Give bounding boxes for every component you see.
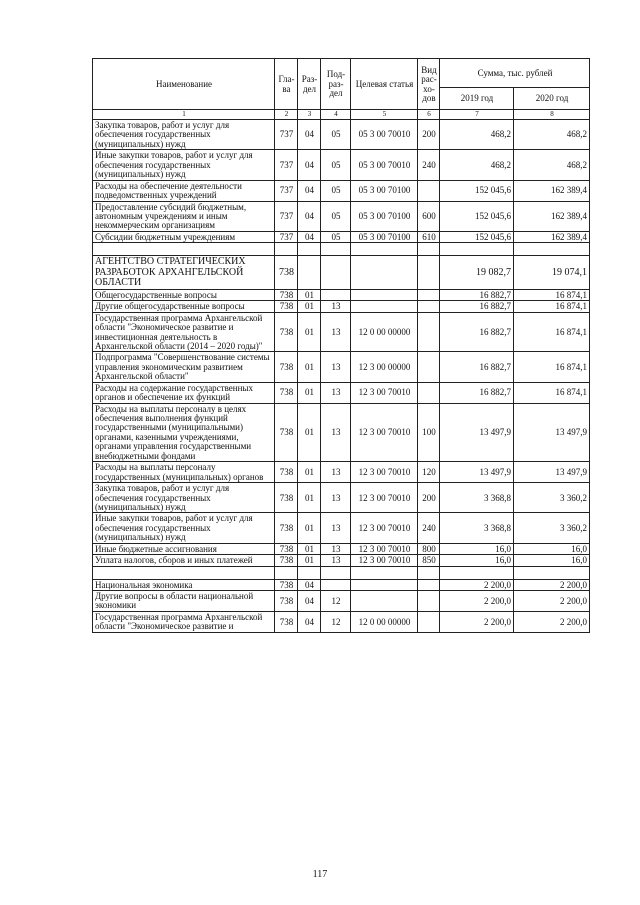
row-chapter-cell: 737 — [275, 120, 298, 150]
table-row — [93, 120, 590, 150]
row-section-cell: 01 — [298, 543, 321, 554]
row-section-cell: 04 — [298, 591, 321, 612]
table-row — [93, 289, 590, 300]
row-target-cell: 12 3 00 70010 — [351, 555, 418, 566]
row-chapter-cell: 738 — [275, 579, 298, 590]
row-sum-2020-cell: 2 200,0 — [514, 579, 590, 590]
column-number: 1 — [93, 110, 275, 120]
row-sum-2019-cell: 19 082,7 — [440, 256, 514, 290]
row-sum-2020-cell: 3 360,2 — [514, 483, 590, 513]
row-section-cell: 04 — [298, 201, 321, 231]
column-number: 7 — [440, 110, 514, 120]
row-subsection-cell: 13 — [321, 543, 351, 554]
row-target-cell: 12 3 00 00000 — [351, 352, 418, 382]
row-expense-type-cell: 240 — [418, 513, 440, 543]
row-name-cell: Расходы на выплаты персоналу государственных (муниципальных) органов — [93, 462, 275, 483]
table-row — [93, 201, 590, 231]
row-subsection-cell: 12 — [321, 611, 351, 632]
row-chapter-cell — [275, 243, 298, 256]
row-target-cell — [351, 566, 418, 579]
row-name-cell — [93, 566, 275, 579]
row-target-cell: 05 3 00 70010 — [351, 150, 418, 180]
row-expense-type-cell: 100 — [418, 403, 440, 462]
row-sum-2019-cell: 13 497,9 — [440, 403, 514, 462]
row-name-cell: Другие вопросы в области национальной экономики — [93, 591, 275, 612]
row-expense-type-cell — [418, 289, 440, 300]
row-sum-2020-cell: 3 360,2 — [514, 513, 590, 543]
row-section-cell: 01 — [298, 403, 321, 462]
row-subsection-cell: 13 — [321, 382, 351, 403]
table-row — [93, 180, 590, 201]
row-sum-2019-cell: 3 368,8 — [440, 513, 514, 543]
header-expense-type: Вид рас-хо-дов — [418, 59, 440, 110]
row-chapter-cell: 738 — [275, 289, 298, 300]
row-subsection-cell: 05 — [321, 120, 351, 150]
table-row — [93, 555, 590, 566]
row-sum-2020-cell: 16,0 — [514, 555, 590, 566]
row-subsection-cell — [321, 243, 351, 256]
budget-table — [92, 58, 590, 633]
row-expense-type-cell — [418, 579, 440, 590]
column-number: 8 — [514, 110, 590, 120]
row-expense-type-cell — [418, 382, 440, 403]
row-section-cell: 01 — [298, 352, 321, 382]
row-expense-type-cell — [418, 611, 440, 632]
row-name-cell: Расходы на выплаты персоналу в целях обеспечения выполнения функций государственными (муниципальными) органами, казенными учреждениями, органами управления государственными внебюджетными фондами — [93, 403, 275, 462]
row-name-cell — [93, 243, 275, 256]
row-sum-2019-cell: 16 882,7 — [440, 352, 514, 382]
row-expense-type-cell — [418, 243, 440, 256]
row-chapter-cell: 738 — [275, 256, 298, 290]
row-name-cell: Субсидии бюджетным учреждениям — [93, 231, 275, 242]
table-row — [93, 611, 590, 632]
row-subsection-cell: 13 — [321, 513, 351, 543]
table-row — [93, 579, 590, 590]
row-target-cell: 12 0 00 00000 — [351, 312, 418, 352]
row-sum-2020-cell: 2 200,0 — [514, 591, 590, 612]
row-section-cell: 01 — [298, 312, 321, 352]
row-expense-type-cell: 120 — [418, 462, 440, 483]
column-number: 3 — [298, 110, 321, 120]
table-row — [93, 483, 590, 513]
row-section-cell: 01 — [298, 301, 321, 312]
row-expense-type-cell: 850 — [418, 555, 440, 566]
header-year-2019: 2019 год — [440, 88, 514, 110]
row-expense-type-cell — [418, 256, 440, 290]
row-subsection-cell — [321, 256, 351, 290]
table-row — [93, 256, 590, 290]
row-target-cell: 05 3 00 70100 — [351, 180, 418, 201]
row-name-cell: Другие общегосударственные вопросы — [93, 301, 275, 312]
row-expense-type-cell — [418, 312, 440, 352]
row-expense-type-cell: 200 — [418, 483, 440, 513]
row-target-cell: 05 3 00 70010 — [351, 120, 418, 150]
row-sum-2020-cell: 13 497,9 — [514, 403, 590, 462]
row-chapter-cell: 738 — [275, 611, 298, 632]
row-chapter-cell: 737 — [275, 180, 298, 201]
row-subsection-cell: 13 — [321, 312, 351, 352]
row-chapter-cell: 738 — [275, 403, 298, 462]
row-section-cell: 04 — [298, 579, 321, 590]
row-chapter-cell: 738 — [275, 352, 298, 382]
row-name-cell: Национальная экономика — [93, 579, 275, 590]
row-name-cell: Расходы на содержание государственных органов и обеспечение их функций — [93, 382, 275, 403]
row-subsection-cell: 05 — [321, 180, 351, 201]
table-row — [93, 543, 590, 554]
row-sum-2019-cell: 152 045,6 — [440, 231, 514, 242]
row-sum-2019-cell: 468,2 — [440, 120, 514, 150]
row-chapter-cell: 738 — [275, 382, 298, 403]
row-sum-2020-cell: 468,2 — [514, 150, 590, 180]
row-section-cell — [298, 256, 321, 290]
row-chapter-cell: 738 — [275, 543, 298, 554]
row-section-cell: 01 — [298, 462, 321, 483]
row-sum-2019-cell: 3 368,8 — [440, 483, 514, 513]
row-subsection-cell — [321, 566, 351, 579]
row-sum-2019-cell: 16 882,7 — [440, 382, 514, 403]
row-sum-2019-cell: 2 200,0 — [440, 611, 514, 632]
row-sum-2019-cell: 16 882,7 — [440, 301, 514, 312]
row-subsection-cell: 12 — [321, 591, 351, 612]
column-number: 2 — [275, 110, 298, 120]
page-number: 117 — [312, 869, 328, 880]
row-section-cell: 01 — [298, 555, 321, 566]
row-chapter-cell: 737 — [275, 150, 298, 180]
row-expense-type-cell — [418, 591, 440, 612]
row-expense-type-cell: 800 — [418, 543, 440, 554]
row-target-cell: 12 0 00 00000 — [351, 611, 418, 632]
header-section: Раз-дел — [298, 59, 321, 110]
row-sum-2020-cell: 16 874,1 — [514, 289, 590, 300]
row-section-cell: 01 — [298, 483, 321, 513]
row-target-cell: 12 3 00 70010 — [351, 382, 418, 403]
row-sum-2019-cell: 2 200,0 — [440, 591, 514, 612]
row-section-cell: 04 — [298, 120, 321, 150]
row-target-cell: 12 3 00 70010 — [351, 483, 418, 513]
column-number: 5 — [351, 110, 418, 120]
row-expense-type-cell — [418, 180, 440, 201]
row-name-cell: Расходы на обеспечение деятельности подведомственных учреждений — [93, 180, 275, 201]
row-sum-2019-cell: 468,2 — [440, 150, 514, 180]
row-target-cell — [351, 256, 418, 290]
row-sum-2019-cell: 2 200,0 — [440, 579, 514, 590]
row-section-cell: 01 — [298, 382, 321, 403]
row-subsection-cell: 13 — [321, 462, 351, 483]
row-sum-2019-cell: 13 497,9 — [440, 462, 514, 483]
row-sum-2020-cell: 162 389,4 — [514, 201, 590, 231]
row-sum-2019-cell — [440, 566, 514, 579]
row-subsection-cell — [321, 579, 351, 590]
row-sum-2019-cell: 152 045,6 — [440, 201, 514, 231]
row-expense-type-cell — [418, 301, 440, 312]
row-target-cell: 12 3 00 70010 — [351, 403, 418, 462]
row-name-cell: Государственная программа Архангельской области "Экономическое развитие и — [93, 611, 275, 632]
row-chapter-cell: 738 — [275, 483, 298, 513]
header-chapter: Гла-ва — [275, 59, 298, 110]
table-row — [93, 301, 590, 312]
row-sum-2019-cell: 16 882,7 — [440, 289, 514, 300]
table-row — [93, 150, 590, 180]
table-row — [93, 403, 590, 462]
row-sum-2019-cell: 16 882,7 — [440, 312, 514, 352]
row-sum-2019-cell: 152 045,6 — [440, 180, 514, 201]
row-target-cell — [351, 579, 418, 590]
row-subsection-cell: 05 — [321, 150, 351, 180]
spacer-row — [93, 566, 590, 579]
row-chapter-cell: 737 — [275, 231, 298, 242]
row-name-cell: Уплата налогов, сборов и иных платежей — [93, 555, 275, 566]
row-chapter-cell: 737 — [275, 201, 298, 231]
row-section-cell — [298, 243, 321, 256]
row-sum-2020-cell: 2 200,0 — [514, 611, 590, 632]
header-subsection: Под-раз-дел — [321, 59, 351, 110]
row-section-cell: 04 — [298, 231, 321, 242]
row-target-cell: 12 3 00 70010 — [351, 462, 418, 483]
row-subsection-cell: 05 — [321, 231, 351, 242]
row-sum-2019-cell: 16,0 — [440, 555, 514, 566]
row-name-cell: Иные закупки товаров, работ и услуг для обеспечения государственных (муниципальных) нужд — [93, 150, 275, 180]
row-sum-2020-cell: 16 874,1 — [514, 352, 590, 382]
row-target-cell: 12 3 00 70010 — [351, 513, 418, 543]
row-target-cell — [351, 591, 418, 612]
row-section-cell: 01 — [298, 513, 321, 543]
row-sum-2020-cell: 16,0 — [514, 543, 590, 554]
row-sum-2020-cell: 19 074,1 — [514, 256, 590, 290]
row-sum-2019-cell — [440, 243, 514, 256]
column-number: 6 — [418, 110, 440, 120]
row-sum-2020-cell: 468,2 — [514, 120, 590, 150]
table-row — [93, 462, 590, 483]
row-target-cell — [351, 289, 418, 300]
row-target-cell: 05 3 00 70100 — [351, 231, 418, 242]
row-chapter-cell: 738 — [275, 301, 298, 312]
row-expense-type-cell — [418, 566, 440, 579]
row-sum-2019-cell: 16,0 — [440, 543, 514, 554]
row-chapter-cell — [275, 566, 298, 579]
row-expense-type-cell — [418, 352, 440, 382]
table-body — [93, 120, 590, 633]
table-row — [93, 352, 590, 382]
row-name-cell: Предоставление субсидий бюджетным, автономным учреждениям и иным некоммерческим организациям — [93, 201, 275, 231]
row-sum-2020-cell: 16 874,1 — [514, 382, 590, 403]
row-sum-2020-cell: 16 874,1 — [514, 312, 590, 352]
header-year-2020: 2020 год — [514, 88, 590, 110]
row-section-cell: 01 — [298, 289, 321, 300]
table-row — [93, 312, 590, 352]
row-name-cell: Иные закупки товаров, работ и услуг для обеспечения государственных (муниципальных) нужд — [93, 513, 275, 543]
row-name-cell: Государственная программа Архангельской области "Экономическое развитие и инвестиционная деятельность в Архангельской области (2014 – 2020 годы)" — [93, 312, 275, 352]
table-row — [93, 231, 590, 242]
row-sum-2020-cell — [514, 243, 590, 256]
row-sum-2020-cell: 162 389,4 — [514, 180, 590, 201]
header-sum: Сумма, тыс. рублей — [440, 59, 590, 88]
row-section-cell: 04 — [298, 611, 321, 632]
row-subsection-cell: 13 — [321, 555, 351, 566]
header-target: Целевая статья — [351, 59, 418, 110]
row-name-cell: Закупка товаров, работ и услуг для обеспечения государственных (муниципальных) нужд — [93, 120, 275, 150]
row-chapter-cell: 738 — [275, 312, 298, 352]
row-expense-type-cell: 600 — [418, 201, 440, 231]
row-subsection-cell — [321, 289, 351, 300]
row-sum-2020-cell: 16 874,1 — [514, 301, 590, 312]
row-subsection-cell: 13 — [321, 403, 351, 462]
row-target-cell — [351, 301, 418, 312]
row-expense-type-cell: 200 — [418, 120, 440, 150]
row-section-cell — [298, 566, 321, 579]
row-section-cell: 04 — [298, 150, 321, 180]
row-sum-2020-cell — [514, 566, 590, 579]
spacer-row — [93, 243, 590, 256]
row-name-cell: Закупка товаров, работ и услуг для обеспечения государственных (муниципальных) нужд — [93, 483, 275, 513]
row-subsection-cell: 05 — [321, 201, 351, 231]
column-number: 4 — [321, 110, 351, 120]
row-chapter-cell: 738 — [275, 591, 298, 612]
row-target-cell — [351, 243, 418, 256]
row-chapter-cell: 738 — [275, 462, 298, 483]
table-row — [93, 513, 590, 543]
row-sum-2020-cell: 13 497,9 — [514, 462, 590, 483]
row-chapter-cell: 738 — [275, 513, 298, 543]
table-row — [93, 591, 590, 612]
row-subsection-cell: 13 — [321, 352, 351, 382]
row-expense-type-cell: 240 — [418, 150, 440, 180]
column-number-row — [93, 110, 590, 120]
row-name-cell: АГЕНТСТВО СТРАТЕГИЧЕСКИХ РАЗРАБОТОК АРХАНГЕЛЬСКОЙ ОБЛАСТИ — [93, 256, 275, 290]
row-name-cell: Подпрограмма "Совершенствование системы управления экономическим развитием Архангельской области" — [93, 352, 275, 382]
row-subsection-cell: 13 — [321, 483, 351, 513]
row-sum-2020-cell: 162 389,4 — [514, 231, 590, 242]
row-section-cell: 04 — [298, 180, 321, 201]
row-name-cell: Общегосударственные вопросы — [93, 289, 275, 300]
row-target-cell: 12 3 00 70010 — [351, 543, 418, 554]
row-subsection-cell: 13 — [321, 301, 351, 312]
row-name-cell: Иные бюджетные ассигнования — [93, 543, 275, 554]
row-target-cell: 05 3 00 70100 — [351, 201, 418, 231]
row-chapter-cell: 738 — [275, 555, 298, 566]
header-name: Наименование — [93, 59, 275, 110]
table-row — [93, 382, 590, 403]
row-expense-type-cell: 610 — [418, 231, 440, 242]
